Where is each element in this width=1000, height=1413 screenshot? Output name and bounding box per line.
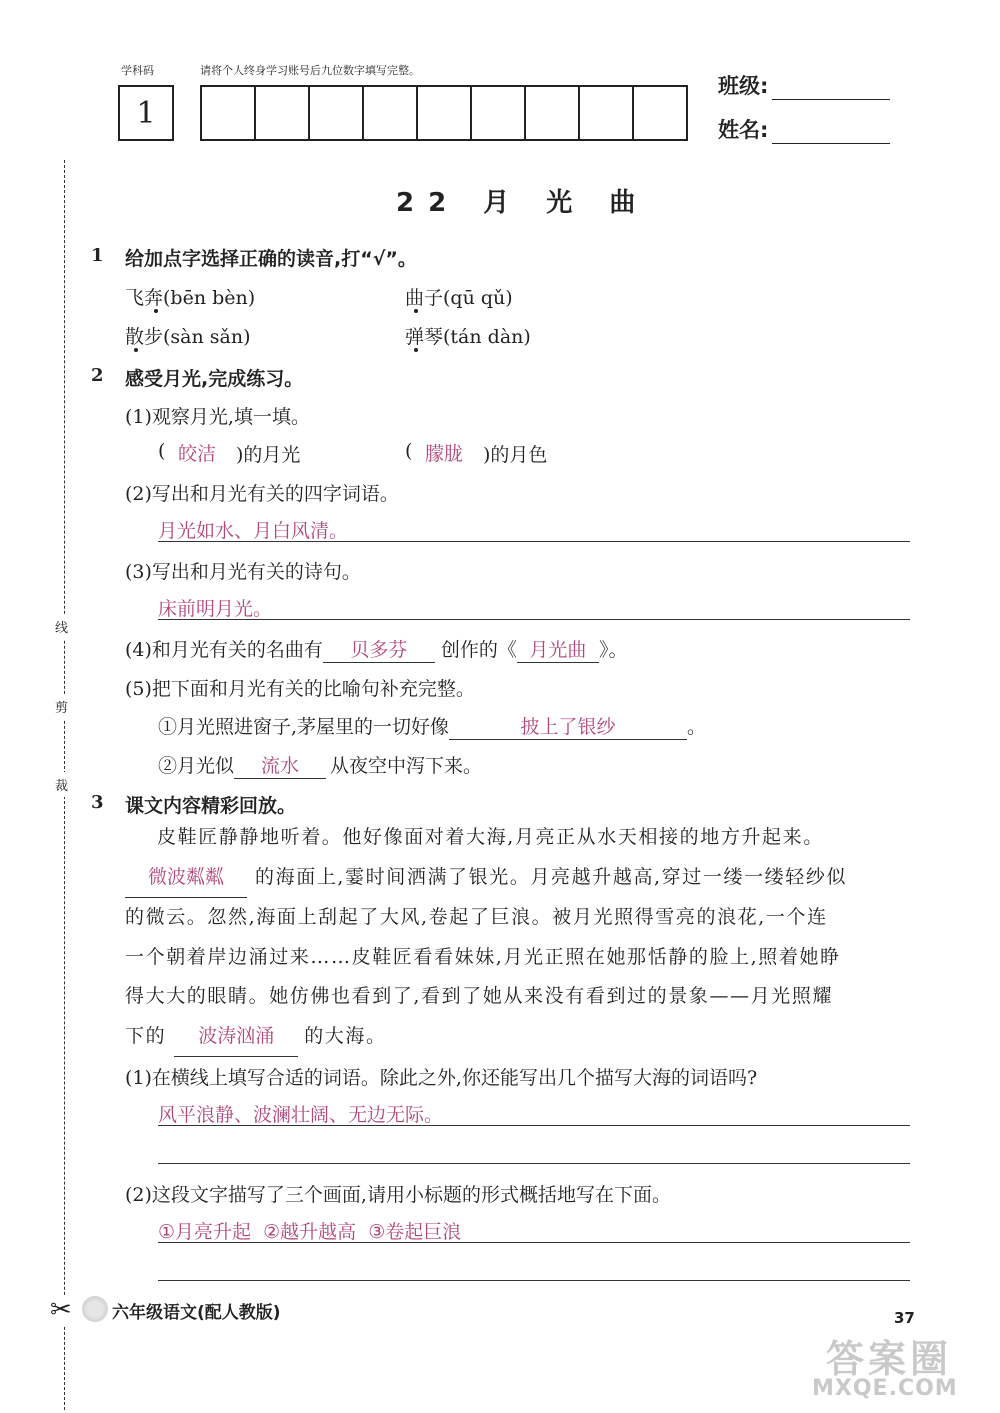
digit-box[interactable] [310, 87, 364, 139]
q2-p1-answer1[interactable]: 皎洁 [178, 443, 217, 465]
name-input-line[interactable] [772, 119, 890, 144]
q3-prompt: 课文内容精彩回放。 [125, 795, 297, 817]
digit-box[interactable] [634, 87, 686, 139]
q2-p5-s2-post: 从夜空中泻下来。 [330, 755, 483, 777]
emphasis-dot [414, 309, 418, 313]
scissors-icon: ✂ [50, 1295, 72, 1325]
subject-code-value: 1 [136, 95, 156, 131]
digit-box[interactable] [526, 87, 580, 139]
q2-p5-s2-answer[interactable]: 流水 [234, 751, 326, 779]
answer-line [158, 1242, 910, 1243]
emphasis-dot [414, 348, 418, 352]
q2-prompt: 感受月光,完成练习。 [125, 368, 304, 390]
digit-box[interactable] [202, 87, 256, 139]
digit-box[interactable] [364, 87, 418, 139]
q2-p5-s2-pre: ②月光似 [158, 755, 235, 777]
book-title: 六年级语文(配人教版) [112, 1303, 281, 1323]
q2-p5-s1-post: 。 [687, 716, 707, 738]
passage-line [125, 858, 910, 899]
subject-code-label: 学科码 [121, 64, 154, 77]
passage-l6-pre: 下的 [125, 1024, 167, 1047]
emphasis-dot [134, 348, 138, 352]
q2-p4-post: 》。 [598, 639, 628, 661]
answer-line [158, 619, 910, 620]
q3-p2-answer[interactable]: ①月亮升起 ②越升越高 ③卷起巨浪 [158, 1221, 462, 1243]
q2-p2-answer[interactable]: 月光如水、月白风清。 [158, 520, 349, 542]
q2-p4-pre: (4)和月光有关的名曲有 [125, 639, 323, 661]
passage-line: 得大大的眼睛。她仿佛也看到了,看到了她从来没有看到过的景象——月光照耀 [125, 985, 834, 1007]
class-field[interactable] [718, 70, 890, 100]
q2-p1-text: (1)观察月光,填一填。 [125, 406, 310, 428]
q1-number: 1 [91, 245, 104, 266]
q2-p4-answer2[interactable]: 月光曲 [517, 635, 599, 663]
name-field[interactable] [718, 114, 890, 144]
passage-blank2[interactable]: 波涛汹涌 [174, 1017, 298, 1058]
q1-item-tan-qin: 弹琴(tán dàn) [405, 326, 531, 348]
q1-item-qu-zi: 曲子(qū qǔ) [405, 287, 513, 309]
q2-p2-text: (2)写出和月光有关的四字词语。 [125, 483, 399, 505]
digit-box[interactable] [256, 87, 310, 139]
digit-box[interactable] [580, 87, 634, 139]
page-number: 37 [894, 1309, 915, 1327]
q2-p5-s1-answer[interactable]: 披上了银纱 [449, 712, 687, 740]
passage-blank1[interactable]: 微波粼粼 [125, 858, 247, 899]
q2-p5-sentence1 [158, 712, 706, 740]
q2-p1-open2: ( [405, 440, 413, 462]
q2-p1-open1: ( [158, 440, 166, 462]
q2-p4-mid: 创作的《 [440, 639, 517, 661]
emphasis-dot [154, 309, 158, 313]
answer-line [158, 1163, 910, 1164]
side-char-line: 线 [55, 614, 68, 639]
side-char-cut: 剪 [55, 694, 68, 719]
q2-p1-answer2[interactable]: 朦胧 [425, 443, 464, 465]
q2-p1-close2: )的月色 [483, 444, 548, 466]
answer-line [158, 1125, 910, 1126]
digit-box[interactable] [418, 87, 472, 139]
class-input-line[interactable] [772, 75, 890, 100]
passage-line: 一个朝着岸边涌过来……皮鞋匠看看妹妹,月光正照在她那恬静的脸上,照着她睁 [125, 945, 841, 968]
account-instruction: 请将个人终身学习账号后九位数字填写完整。 [200, 64, 420, 77]
q3-p1-text: (1)在横线上填写合适的词语。除此之外,你还能写出几个描写大海的词语吗? [125, 1067, 758, 1089]
answer-line [158, 541, 910, 542]
q3-p2-text: (2)这段文字描写了三个画面,请用小标题的形式概括地写在下面。 [125, 1184, 671, 1206]
subject-code-box [118, 85, 174, 141]
watermark-url: MXQE.COM [812, 1376, 958, 1401]
watermark-logo: 答案圈 [826, 1337, 953, 1381]
passage-line: 皮鞋匠静静地听着。他好像面对着大海,月亮正从水天相接的地方升起来。 [157, 826, 824, 848]
q3-number: 3 [91, 792, 104, 813]
q1-item-san-bu: 散步(sàn sǎn) [125, 326, 251, 348]
lesson-title: 22 月 光 曲 [396, 188, 650, 218]
q2-p4-line [125, 635, 627, 663]
account-digit-boxes[interactable] [200, 85, 688, 141]
q2-p3-text: (3)写出和月光有关的诗句。 [125, 561, 361, 583]
book-logo-icon [82, 1296, 108, 1322]
passage-line [125, 1017, 910, 1058]
class-label: 班级: [718, 74, 769, 98]
q2-number: 2 [91, 365, 104, 386]
digit-box[interactable] [472, 87, 526, 139]
q2-p4-answer1[interactable]: 贝多芬 [323, 635, 435, 663]
passage-l6-post: 的大海。 [304, 1024, 387, 1047]
side-char-trim: 裁 [55, 772, 68, 797]
answer-line [158, 1280, 910, 1281]
q2-p1-close1: )的月光 [236, 444, 301, 466]
q3-p1-answer[interactable]: 风平浪静、波澜壮阔、无边无际。 [158, 1104, 444, 1126]
passage-line: 的微云。忽然,海面上刮起了大风,卷起了巨浪。被月光照得雪亮的浪花,一个连 [125, 906, 828, 928]
q3-passage [125, 818, 910, 1057]
q2-p5-text: (5)把下面和月光有关的比喻句补充完整。 [125, 678, 475, 700]
name-label: 姓名: [718, 118, 769, 142]
q1-prompt: 给加点字选择正确的读音,打“√”。 [125, 248, 417, 270]
q1-item-fei-ben: 飞奔(bēn bèn) [125, 287, 256, 309]
passage-line-rest: 的海面上,霎时间洒满了银光。月亮越升越高,穿过一缕一缕轻纱似 [255, 865, 848, 888]
q2-p3-answer[interactable]: 床前明月光。 [158, 598, 273, 620]
q2-p5-s1-pre: ①月光照进窗子,茅屋里的一切好像 [158, 716, 450, 738]
q2-p5-sentence2 [158, 751, 482, 779]
